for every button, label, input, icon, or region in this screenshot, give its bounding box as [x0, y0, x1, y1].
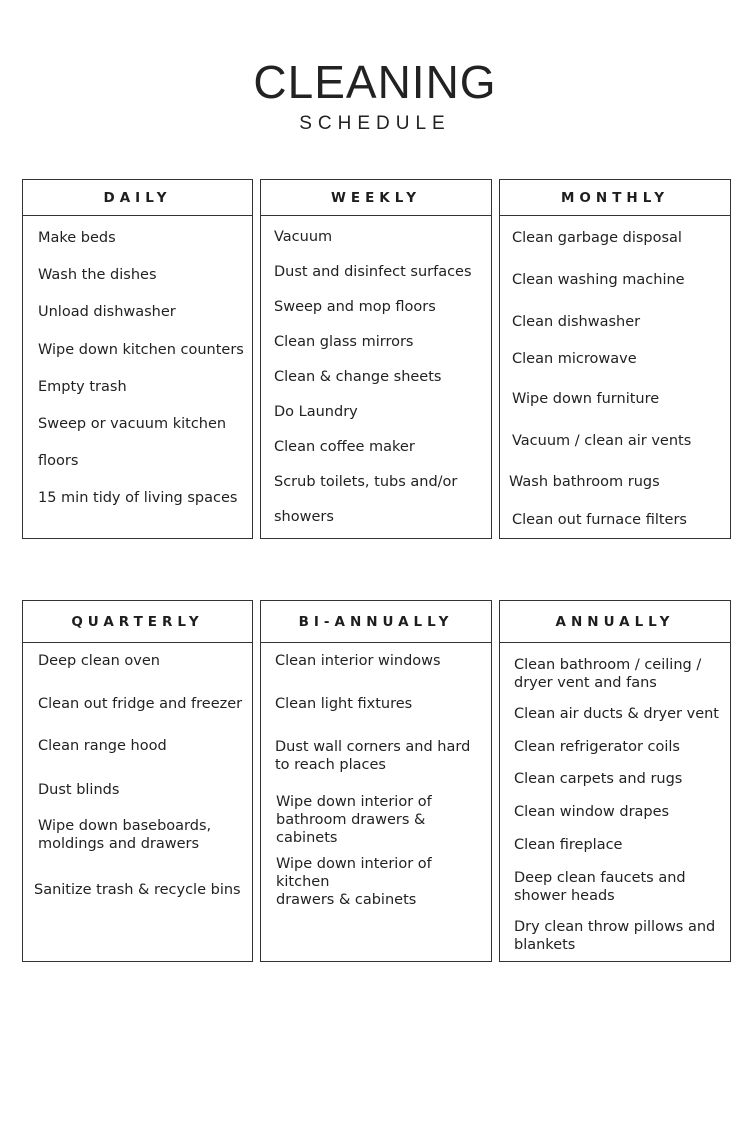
task-item: Wipe down baseboards, moldings and drawers [38, 818, 212, 852]
task-item: Dry clean throw pillows and blankets [514, 919, 716, 953]
task-item: Clean range hood [38, 738, 167, 754]
task-item: Clean fireplace [514, 837, 623, 853]
task-item: Clean out furnace filters [512, 512, 687, 528]
page-title: CLEANING [253, 56, 497, 108]
section-heading: DAILY [23, 180, 252, 216]
task-item: Deep clean faucets and shower heads [514, 870, 686, 904]
task-item: Dust blinds [38, 782, 120, 798]
task-item: Dust and disinfect surfaces [274, 264, 472, 280]
task-item: Clean light fixtures [275, 696, 413, 712]
task-item: Empty trash [38, 379, 127, 395]
section-heading: WEEKLY [261, 180, 491, 216]
task-item: Vacuum [274, 229, 333, 245]
task-item: Clean washing machine [512, 272, 685, 288]
task-item: showers [274, 509, 334, 525]
task-item: Clean coffee maker [274, 439, 415, 455]
task-item: Clean carpets and rugs [514, 771, 683, 787]
task-item: Clean microwave [512, 351, 637, 367]
quarterly-section [22, 600, 253, 962]
task-item: Sanitize trash & recycle bins [34, 882, 241, 898]
task-item: Clean window drapes [514, 804, 670, 820]
task-item: Scrub toilets, tubs and/or [274, 474, 458, 490]
task-item: Clean interior windows [275, 653, 441, 669]
task-item: Unload dishwasher [38, 304, 176, 320]
task-item: Deep clean oven [38, 653, 160, 669]
task-item: Dust wall corners and hard to reach places [275, 739, 471, 773]
section-heading: QUARTERLY [23, 601, 252, 643]
task-item: Make beds [38, 230, 116, 246]
task-item: 15 min tidy of living spaces [38, 490, 238, 506]
task-item: Clean & change sheets [274, 369, 442, 385]
bi-annually-section [260, 600, 492, 962]
task-item: Sweep or vacuum kitchen [38, 416, 227, 432]
task-item: Clean dishwasher [512, 314, 641, 330]
weekly-section [260, 179, 492, 539]
task-item: Wipe down furniture [512, 391, 660, 407]
task-item: Clean out fridge and freezer [38, 696, 243, 712]
task-item: Wash the dishes [38, 267, 157, 283]
task-item: Clean glass mirrors [274, 334, 414, 350]
task-item: Clean air ducts & dryer vent [514, 706, 719, 722]
task-item: Clean bathroom / ceiling / dryer vent and fans [514, 657, 702, 691]
section-heading: BI-ANNUALLY [261, 601, 491, 643]
monthly-section [499, 179, 731, 539]
page-subtitle: SCHEDULE [299, 113, 451, 134]
task-item: Wash bathroom rugs [509, 474, 660, 490]
daily-section [22, 179, 253, 539]
section-heading: MONTHLY [500, 180, 730, 216]
annually-section [499, 600, 731, 962]
task-item: Wipe down interior of kitchen drawers & cabinets [276, 856, 432, 908]
task-item: Clean refrigerator coils [514, 739, 680, 755]
task-item: Wipe down interior of bathroom drawers & cabinets [276, 794, 432, 846]
section-heading: ANNUALLY [500, 601, 730, 643]
task-item: Sweep and mop floors [274, 299, 436, 315]
task-item: Wipe down kitchen counters [38, 342, 244, 358]
task-item: Do Laundry [274, 404, 358, 420]
task-item: Vacuum / clean air vents [512, 433, 692, 449]
task-item: floors [38, 453, 79, 469]
task-item: Clean garbage disposal [512, 230, 682, 246]
